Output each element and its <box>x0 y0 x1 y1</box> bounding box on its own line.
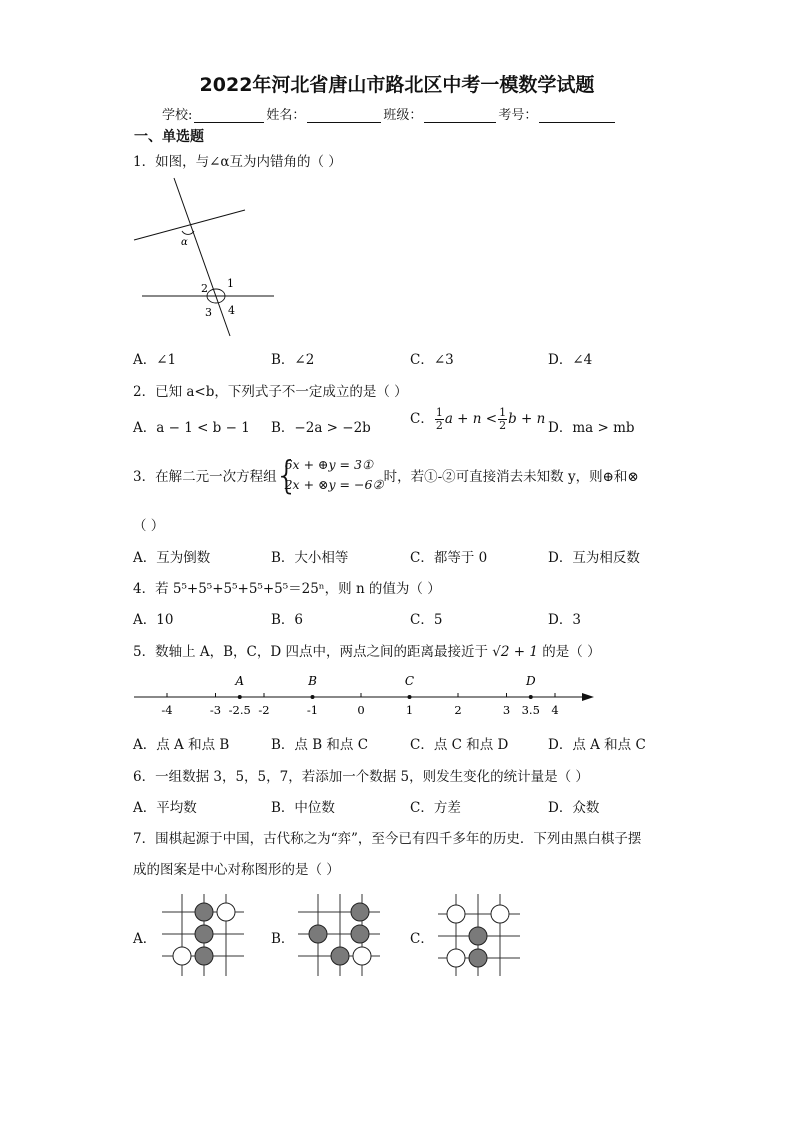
q5-number-line <box>128 670 602 722</box>
q2-option-c-end: b + n <box>508 411 546 427</box>
exam-no-blank[interactable] <box>539 109 615 123</box>
q3-option-d[interactable]: D．互为相反数 <box>548 550 640 566</box>
q5-tick-label: 3 <box>502 703 511 717</box>
q5-tick-label: 1 <box>405 703 414 717</box>
q7-option-c[interactable]: C． <box>410 931 434 947</box>
white-stone <box>447 949 465 967</box>
q7-stem-line-1: 7．围棋起源于中国，古代称之为“弈”，至今已有四千多年的历史．下列由黑白棋子摆 <box>133 831 642 847</box>
q5-stem <box>133 640 601 660</box>
q5-option-c[interactable]: C．点 C 和点 D <box>410 737 509 753</box>
q5-tick-label: 2 <box>454 703 462 717</box>
q7-pattern-a <box>160 892 246 978</box>
q1-label-1: 1 <box>227 277 234 290</box>
q1-label-2: 2 <box>201 282 208 295</box>
q5-stem-pre: 5．数轴上 A，B，C，D 四点中，两点之间的距离最接近于 <box>133 644 488 660</box>
q7-pattern-c <box>436 892 522 978</box>
q5-tick-label: 3.5 <box>521 703 540 717</box>
q2-fraction-1: $\frac{1}{2}$ <box>435 406 443 432</box>
q5-point-label-c: C <box>404 674 415 688</box>
name-blank[interactable] <box>307 109 381 123</box>
q3-paren: （ ） <box>133 518 165 534</box>
q7-pattern-b <box>296 892 382 978</box>
black-stone <box>469 949 487 967</box>
q1-option-b[interactable]: B．∠2 <box>271 352 315 368</box>
q2-fraction-2: $\frac{1}{2}$ <box>499 406 507 432</box>
q1-option-c[interactable]: C．∠3 <box>410 352 454 368</box>
q6-option-b[interactable]: B．中位数 <box>271 800 335 816</box>
q1-label-3: 3 <box>205 306 212 319</box>
black-stone <box>309 925 327 943</box>
school-blank[interactable] <box>194 109 264 123</box>
student-info-line <box>162 104 617 123</box>
q6-option-a[interactable]: A．平均数 <box>133 800 197 816</box>
q6-option-d[interactable]: D．众数 <box>548 800 600 816</box>
q3-option-b[interactable]: B．大小相等 <box>271 550 349 566</box>
q5-point-a <box>238 695 242 699</box>
q5-radical: √2 + 1 <box>492 644 538 660</box>
q4-option-c[interactable]: C．5 <box>410 612 443 628</box>
white-stone <box>217 903 235 921</box>
q1-stem: 1．如图，与∠α互为内错角的（ ） <box>133 154 342 170</box>
q1-alpha-label: α <box>181 237 188 248</box>
q7-option-b[interactable]: B． <box>271 931 295 947</box>
black-stone <box>351 925 369 943</box>
q4-option-a[interactable]: A．10 <box>133 612 174 628</box>
black-stone <box>195 903 213 921</box>
q5-option-d[interactable]: D．点 A 和点 C <box>548 737 646 753</box>
q5-option-b[interactable]: B．点 B 和点 C <box>271 737 369 753</box>
q2-option-a[interactable]: A．a − 1 < b − 1 <box>133 420 250 436</box>
q2-option-c[interactable] <box>410 407 545 432</box>
white-stone <box>491 905 509 923</box>
q1-alpha-arc <box>182 231 194 234</box>
exam-no-label: 考号： <box>498 108 538 123</box>
black-stone <box>195 947 213 965</box>
q6-option-c[interactable]: C．方差 <box>410 800 461 816</box>
black-stone <box>331 947 349 965</box>
q4-stem: 4．若 5⁵+5⁵+5⁵+5⁵+5⁵＝25ⁿ，则 n 的值为（ ） <box>133 581 441 597</box>
black-stone <box>469 927 487 945</box>
q1-label-4: 4 <box>228 304 235 317</box>
q1-option-d[interactable]: D．∠4 <box>548 352 593 368</box>
class-label: 班级： <box>383 108 423 123</box>
q5-axis-arrow <box>582 693 594 701</box>
white-stone <box>447 905 465 923</box>
q5-tick-label: -2.5 <box>228 703 251 717</box>
q5-point-label-a: A <box>235 674 245 688</box>
q7-option-a[interactable]: A． <box>133 931 157 947</box>
q2-option-c-label: C． <box>410 411 434 427</box>
name-label: 姓名： <box>266 108 306 123</box>
q5-tick-label: -2 <box>258 703 270 717</box>
q5-tick-label: 4 <box>551 703 559 717</box>
q5-tick-label: -4 <box>161 703 173 717</box>
q3-stem-pre: 3．在解二元一次方程组 <box>133 469 277 485</box>
q4-option-d[interactable]: D．3 <box>548 612 581 628</box>
q2-option-b[interactable]: B．−2a > −2b <box>271 420 371 436</box>
q3-equation-system <box>274 453 384 497</box>
q1-figure <box>128 174 278 342</box>
q5-point-c <box>408 695 412 699</box>
black-stone <box>351 903 369 921</box>
q5-tick-label: 0 <box>357 703 365 717</box>
q1-line-upper <box>134 210 245 240</box>
q4-option-b[interactable]: B．6 <box>271 612 304 628</box>
q2-option-d[interactable]: D．ma > mb <box>548 420 635 436</box>
q5-stem-post: 的是（ ） <box>542 644 601 660</box>
q7-stem-line-2: 成的图案是中心对称图形的是（ ） <box>133 862 340 878</box>
q5-tick-label: -3 <box>209 703 222 717</box>
white-stone <box>353 947 371 965</box>
q2-option-c-mid: a + n < <box>444 411 498 427</box>
q3-equation-1: 6x + ⊕y = 3① <box>284 457 374 472</box>
q5-option-a[interactable]: A．点 A 和点 B <box>133 737 230 753</box>
q1-option-a[interactable]: A．∠1 <box>133 352 177 368</box>
q3-option-a[interactable]: A．互为倒数 <box>133 550 211 566</box>
q1-transversal <box>174 178 230 336</box>
class-blank[interactable] <box>424 109 496 123</box>
q5-point-label-b: B <box>308 674 317 688</box>
q6-stem: 6．一组数据 3，5，5，7，若添加一个数据 5，则发生变化的统计量是（ ） <box>133 769 589 785</box>
page-title: 2022年河北省唐山市路北区中考一模数学试题 <box>199 74 595 96</box>
q5-point-label-d: D <box>525 674 536 688</box>
q3-stem <box>133 455 639 495</box>
section-heading: 一、单选题 <box>134 129 204 145</box>
q3-option-c[interactable]: C．都等于 0 <box>410 550 488 566</box>
q2-stem: 2．已知 a<b，下列式子不一定成立的是（ ） <box>133 384 408 400</box>
q5-tick-label: -1 <box>306 703 319 717</box>
white-stone <box>173 947 191 965</box>
black-stone <box>195 925 213 943</box>
q3-equation-2: 2x + ⊗y = −6② <box>284 477 384 492</box>
q5-point-b <box>311 695 315 699</box>
q5-point-d <box>529 695 533 699</box>
q3-brace: { <box>274 453 299 497</box>
q3-stem-post: 时，若①-②可直接消去未知数 y，则⊕和⊗ <box>383 469 639 485</box>
school-label: 学校: <box>162 108 193 123</box>
